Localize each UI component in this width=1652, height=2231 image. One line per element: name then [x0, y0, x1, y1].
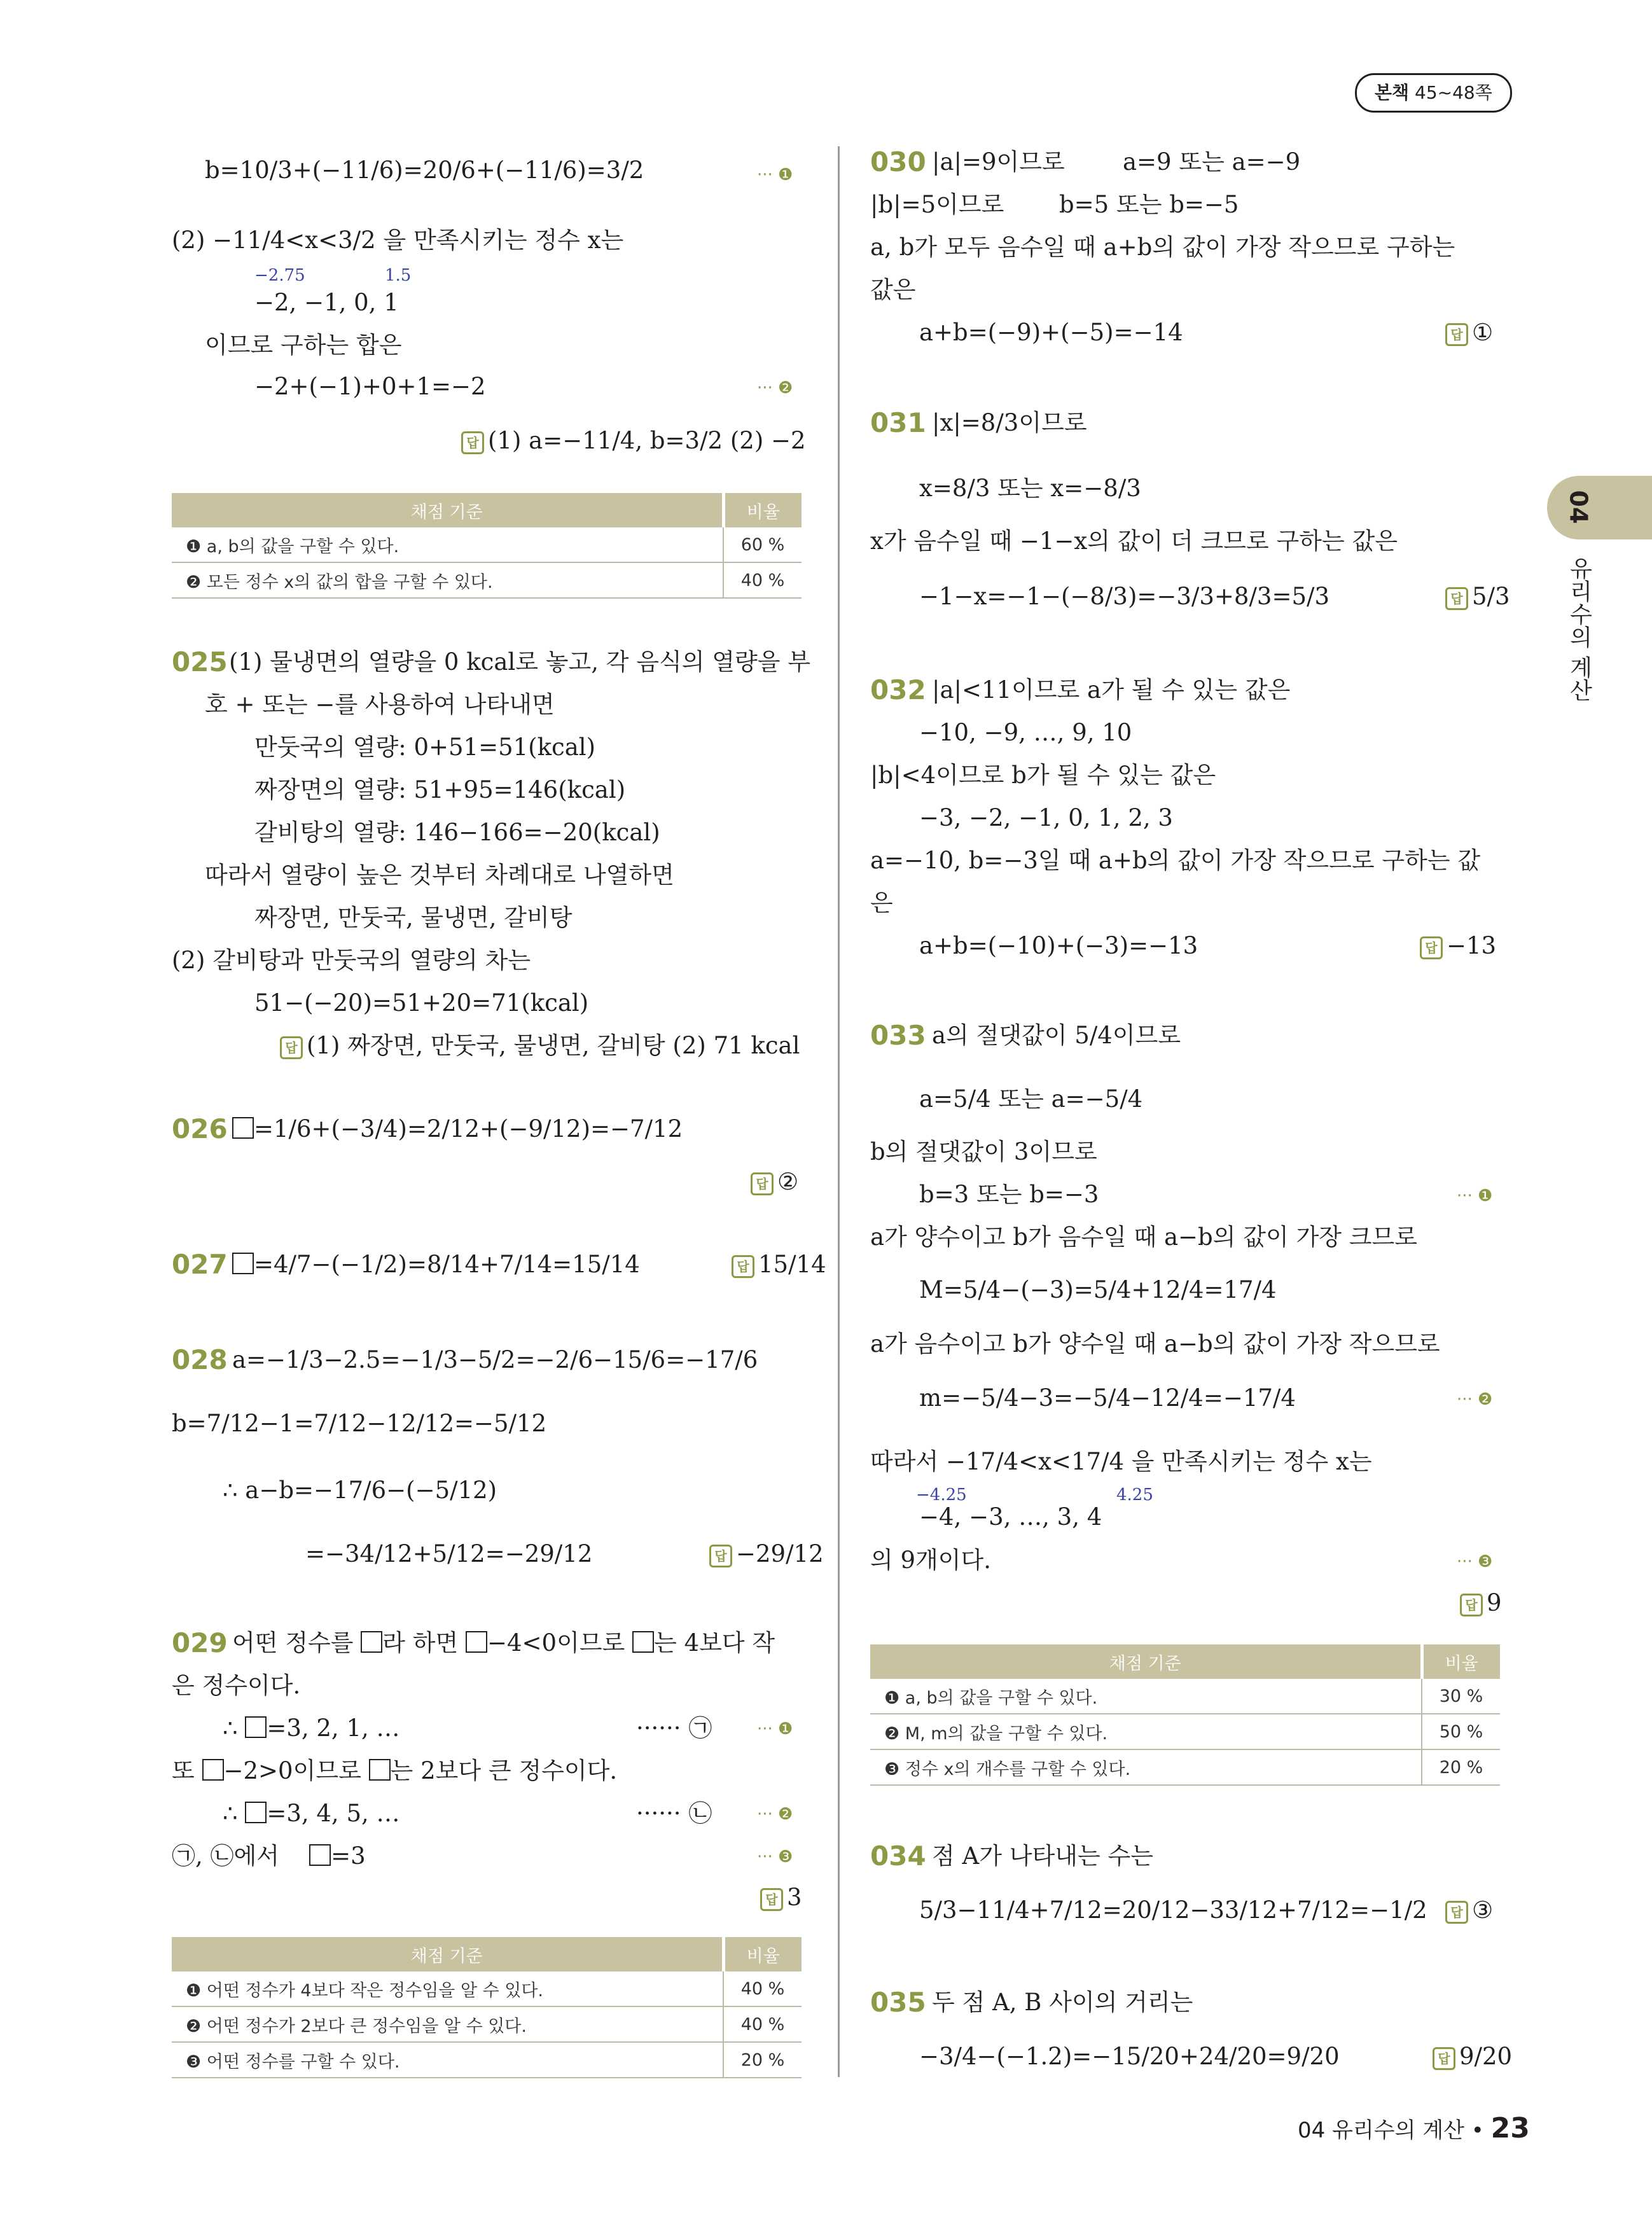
equation-label: ······ ㉡	[636, 1800, 712, 1827]
page-footer	[1298, 2112, 1530, 2144]
answer-icon: 답	[1420, 936, 1443, 959]
blank-box	[369, 1759, 391, 1781]
criteria-cell: ❸ 정수 x의 개수를 구할 수 있다.	[870, 1749, 1422, 1785]
step-marker: ··· ❶	[757, 1720, 793, 1739]
text: −4<0이므로	[487, 1629, 625, 1657]
blank-box	[202, 1759, 224, 1781]
p030-line: |b|=5이므로	[870, 191, 1004, 218]
answer-text: ①	[1472, 319, 1494, 346]
chapter-tab-title: 유리수의 계산	[1566, 557, 1592, 702]
problem-number: 025	[172, 646, 228, 678]
problem-number: 028	[172, 1344, 228, 1375]
answer-icon: 답	[732, 1255, 754, 1278]
table-row	[870, 1679, 1500, 1714]
blank-box	[361, 1631, 382, 1653]
p027-equation-text: =4/7−(−1/2)=8/14+7/14=15/14	[254, 1251, 640, 1278]
p028-line: b=7/12−1=7/12−12/12=−5/12	[172, 1410, 547, 1437]
table-header-rate: 비율	[1422, 1644, 1500, 1679]
number-line-annotation: 1.5	[385, 266, 412, 285]
blank-box	[232, 1253, 254, 1274]
equation-label: ······ ㉠	[636, 1714, 712, 1742]
p032-line: |b|<4이므로 b가 될 수 있는 값은	[870, 761, 1216, 789]
criteria-cell: ❶ 어떤 정수가 4보다 작은 정수임을 알 수 있다.	[172, 1971, 723, 2006]
answer	[1420, 931, 1496, 961]
rate-cell: 60 %	[723, 527, 802, 562]
p030-line: 값은	[870, 276, 916, 303]
table-header-rate: 비율	[723, 1937, 802, 1971]
problem-number: 027	[172, 1249, 228, 1280]
criteria-cell: ❶ a, b의 값을 구할 수 있다.	[172, 527, 723, 562]
answer-icon: 답	[760, 1888, 783, 1911]
number-line-annotation: −2.75	[254, 266, 305, 285]
p032-line: a=−10, b=−3일 때 a+b의 값이 가장 작으므로 구하는 값	[870, 847, 1481, 874]
p029-line-3	[223, 1714, 400, 1743]
table-row	[172, 562, 802, 598]
p032-line: −3, −2, −1, 0, 1, 2, 3	[919, 804, 1173, 831]
table-row	[870, 1714, 1500, 1749]
table-row	[870, 1749, 1500, 1785]
text: ㉠, ㉡에서	[172, 1842, 280, 1870]
answer	[760, 1883, 802, 1912]
criteria-cell: ❷ 모든 정수 x의 값의 합을 구할 수 있다.	[172, 562, 723, 598]
table-header-rate: 비율	[723, 493, 802, 527]
p031-line: x=8/3 또는 x=−8/3	[919, 475, 1141, 502]
number-line-annotation: −4.25	[916, 1485, 967, 1505]
p024-line-5: −2+(−1)+0+1=−2	[254, 373, 486, 400]
answer	[751, 1167, 798, 1197]
answer-icon: 답	[1460, 1594, 1483, 1616]
p025-line: (2) 갈비탕과 만둣국의 열량의 차는	[172, 947, 531, 974]
text: =3, 4, 5, …	[267, 1800, 400, 1827]
rate-cell: 20 %	[1422, 1749, 1500, 1785]
answer-text: 15/14	[758, 1251, 826, 1278]
p025-line: 51−(−20)=51+20=71(kcal)	[254, 989, 589, 1017]
p032-line: |a|<11이므로 a가 될 수 있는 값은	[932, 676, 1291, 704]
p033-line: a의 절댓값이 5/4이므로	[932, 1022, 1181, 1049]
p032-line: a+b=(−10)+(−3)=−13	[919, 932, 1198, 959]
answer-text: ②	[777, 1168, 799, 1195]
text: =3, 2, 1, …	[267, 1714, 400, 1742]
answer-icon: 답	[1445, 323, 1468, 346]
p024-line-1: b=10/3+(−11/6)=20/6+(−11/6)=3/2	[205, 156, 644, 184]
p025-line: 따라서 열량이 높은 것부터 차례대로 나열하면	[205, 861, 674, 889]
blank-box	[232, 1117, 254, 1139]
problem-number: 026	[172, 1113, 228, 1144]
p035-line: −3/4−(−1.2)=−15/20+24/20=9/20	[919, 2043, 1340, 2070]
p031-line: −1−x=−1−(−8/3)=−3/3+8/3=5/3	[919, 583, 1330, 610]
text: 는 2보다 큰 정수이다.	[390, 1757, 618, 1784]
p025-line: 갈비탕의 열량: 146−166=−20(kcal)	[254, 819, 660, 846]
rate-cell: 40 %	[723, 2006, 802, 2042]
answer-text: −29/12	[736, 1540, 824, 1567]
blank-box	[466, 1631, 487, 1653]
table-header-criteria: 채점 기준	[870, 1644, 1422, 1679]
footer-bullet: •	[1471, 2118, 1484, 2143]
text: 또	[172, 1757, 195, 1784]
text: ∴	[223, 1800, 238, 1827]
answer-icon: 답	[461, 431, 484, 454]
problem-number: 032	[870, 674, 926, 705]
p028-line: ∴ a−b=−17/6−(−5/12)	[223, 1477, 497, 1504]
p028-line: =−34/12+5/12=−29/12	[305, 1540, 593, 1567]
answer-text: ③	[1472, 1896, 1494, 1924]
step-marker: ··· ❶	[757, 165, 793, 184]
p024-line-3: −2, −1, 0, 1	[254, 289, 399, 316]
step-marker: ··· ❸	[757, 1847, 793, 1866]
answer-text: −13	[1447, 932, 1497, 959]
criteria-cell: ❷ M, m의 값을 구할 수 있다.	[870, 1714, 1422, 1749]
step-marker: ··· ❸	[1457, 1552, 1493, 1571]
table-header-criteria: 채점 기준	[172, 493, 723, 527]
p031-line: x가 음수일 때 −1−x의 값이 더 크므로 구하는 값은	[870, 527, 1398, 555]
problem-number: 029	[172, 1627, 228, 1658]
p027-equation	[232, 1250, 640, 1279]
problem-number: 033	[870, 1020, 926, 1051]
p025-line: 짜장면, 만둣국, 물냉면, 갈비탕	[254, 904, 573, 931]
p031-line: |x|=8/3이므로	[932, 409, 1087, 436]
criteria-cell: ❷ 어떤 정수가 2보다 큰 정수임을 알 수 있다.	[172, 2006, 723, 2042]
p029-line-4	[172, 1756, 617, 1786]
p025-line: (1) 물냉면의 열량을 0 kcal로 놓고, 각 음식의 열량을 부	[229, 648, 810, 676]
p025-line: 호 + 또는 −를 사용하여 나타내면	[205, 691, 555, 718]
rate-cell: 30 %	[1422, 1679, 1500, 1714]
answer-text: (1) 짜장면, 만둣국, 물냉면, 갈비탕 (2) 71 kcal	[307, 1032, 800, 1059]
rate-cell: 40 %	[723, 1971, 802, 2006]
p033-line: a가 음수이고 b가 양수일 때 a−b의 값이 가장 작으므로	[870, 1330, 1440, 1358]
number-line-annotation: 4.25	[1116, 1485, 1153, 1505]
p030-line: a, b가 모두 음수일 때 a+b의 값이 가장 작으므로 구하는	[870, 233, 1455, 261]
problem-number: 030	[870, 146, 926, 177]
answer	[1445, 318, 1493, 347]
p033-line: M=5/4−(−3)=5/4+12/4=17/4	[919, 1276, 1277, 1303]
p030-line: |a|=9이므로	[932, 148, 1065, 176]
p029-line-2: 은 정수이다.	[172, 1672, 301, 1699]
answer-text: 9	[1487, 1589, 1502, 1616]
step-marker: ··· ❷	[757, 379, 793, 398]
table-row	[172, 2006, 802, 2042]
answer-icon: 답	[751, 1172, 774, 1195]
answer-text: 5/3	[1472, 583, 1510, 610]
p029-line-6	[172, 1842, 366, 1871]
text: 어떤 정수를	[232, 1629, 354, 1657]
answer-text: 9/20	[1459, 2043, 1513, 2070]
chapter-page-reference	[1355, 73, 1512, 113]
page-range: 45~48쪽	[1415, 82, 1492, 103]
table-row	[172, 1971, 802, 2006]
p033-line: a=5/4 또는 a=−5/4	[919, 1085, 1143, 1113]
grading-table	[172, 1937, 802, 2078]
p033-line: −4, −3, …, 3, 4	[919, 1503, 1102, 1531]
p026-equation	[232, 1115, 683, 1144]
problem-number: 031	[870, 407, 926, 438]
text: 라 하면	[382, 1629, 459, 1657]
step-marker: ··· ❷	[1457, 1390, 1493, 1409]
blank-box	[245, 1802, 267, 1823]
p030-line: a=9 또는 a=−9	[1123, 148, 1301, 176]
p033-line: a가 양수이고 b가 음수일 때 a−b의 값이 가장 크므로	[870, 1223, 1417, 1251]
p030-line: a+b=(−9)+(−5)=−14	[919, 319, 1183, 346]
p028-line: a=−1/3−2.5=−1/3−5/2=−2/6−15/6=−17/6	[232, 1346, 758, 1373]
grading-table	[870, 1644, 1500, 1786]
blank-box	[309, 1844, 331, 1866]
p025-line: 짜장면의 열량: 51+95=146(kcal)	[254, 776, 626, 803]
answer	[709, 1539, 824, 1569]
grading-table	[172, 493, 802, 599]
p032-line: 은	[870, 889, 893, 917]
p033-line: m=−5/4−3=−5/4−12/4=−17/4	[919, 1384, 1296, 1412]
answer-text: 3	[787, 1884, 802, 1911]
p026-equation-text: =1/6+(−3/4)=2/12+(−9/12)=−7/12	[254, 1115, 683, 1143]
step-marker: ··· ❶	[1457, 1186, 1493, 1206]
p033-line: b의 절댓값이 3이므로	[870, 1138, 1097, 1165]
answer	[280, 1031, 800, 1060]
p033-line: 의 9개이다.	[870, 1546, 992, 1574]
p034-line: 5/3−11/4+7/12=20/12−33/12+7/12=−1/2	[919, 1896, 1427, 1924]
answer-icon: 답	[709, 1545, 732, 1567]
step-marker: ··· ❷	[757, 1805, 793, 1824]
answer	[732, 1250, 826, 1279]
answer-text: (1) a=−11/4, b=3/2 (2) −2	[488, 427, 806, 454]
p035-line: 두 점 A, B 사이의 거리는	[932, 1989, 1193, 2016]
rate-cell: 20 %	[723, 2042, 802, 2078]
text: 는 4보다 작	[654, 1629, 775, 1657]
answer	[1460, 1588, 1502, 1618]
p024-line-2: (2) −11/4<x<3/2 을 만족시키는 정수 x는	[172, 226, 624, 254]
criteria-cell: ❶ a, b의 값을 구할 수 있다.	[870, 1679, 1422, 1714]
answer	[1445, 1896, 1493, 1925]
criteria-cell: ❸ 어떤 정수를 구할 수 있다.	[172, 2042, 723, 2078]
p034-line: 점 A가 나타내는 수는	[932, 1842, 1153, 1870]
p024-line-4: 이므로 구하는 합은	[205, 331, 402, 359]
p025-line: 만둣국의 열량: 0+51=51(kcal)	[254, 733, 596, 761]
footer-chapter: 04 유리수의 계산	[1298, 2118, 1464, 2143]
p032-line: −10, −9, …, 9, 10	[919, 719, 1132, 746]
answer-icon: 답	[1445, 587, 1468, 610]
column-divider	[838, 146, 840, 2077]
table-row	[172, 2042, 802, 2078]
blank-box	[632, 1631, 654, 1653]
answer-icon: 답	[1445, 1901, 1468, 1924]
page-number: 23	[1490, 2112, 1530, 2144]
text: =3	[331, 1842, 366, 1870]
answer	[461, 426, 806, 455]
answer-icon: 답	[280, 1036, 303, 1059]
p030-line: b=5 또는 b=−5	[1059, 191, 1239, 218]
chapter-tab	[1547, 476, 1652, 539]
text: ∴	[223, 1714, 238, 1742]
answer	[1433, 2042, 1512, 2071]
answer	[1445, 582, 1510, 611]
problem-number: 035	[870, 1987, 926, 2018]
answer-icon: 답	[1433, 2047, 1455, 2070]
rate-cell: 50 %	[1422, 1714, 1500, 1749]
table-row	[172, 527, 802, 562]
chapter-tab-number: 04	[1564, 490, 1593, 524]
p033-line: 따라서 −17/4<x<17/4 을 만족시키는 정수 x는	[870, 1448, 1372, 1475]
p029-line-1	[232, 1629, 775, 1658]
rate-cell: 40 %	[723, 562, 802, 598]
book-label: 본책	[1375, 82, 1410, 103]
table-header-criteria: 채점 기준	[172, 1937, 723, 1971]
text: −2>0이므로	[223, 1757, 361, 1784]
p033-line: b=3 또는 b=−3	[919, 1181, 1099, 1208]
p029-line-5	[223, 1799, 400, 1828]
problem-number: 034	[870, 1840, 926, 1872]
blank-box	[245, 1716, 267, 1738]
